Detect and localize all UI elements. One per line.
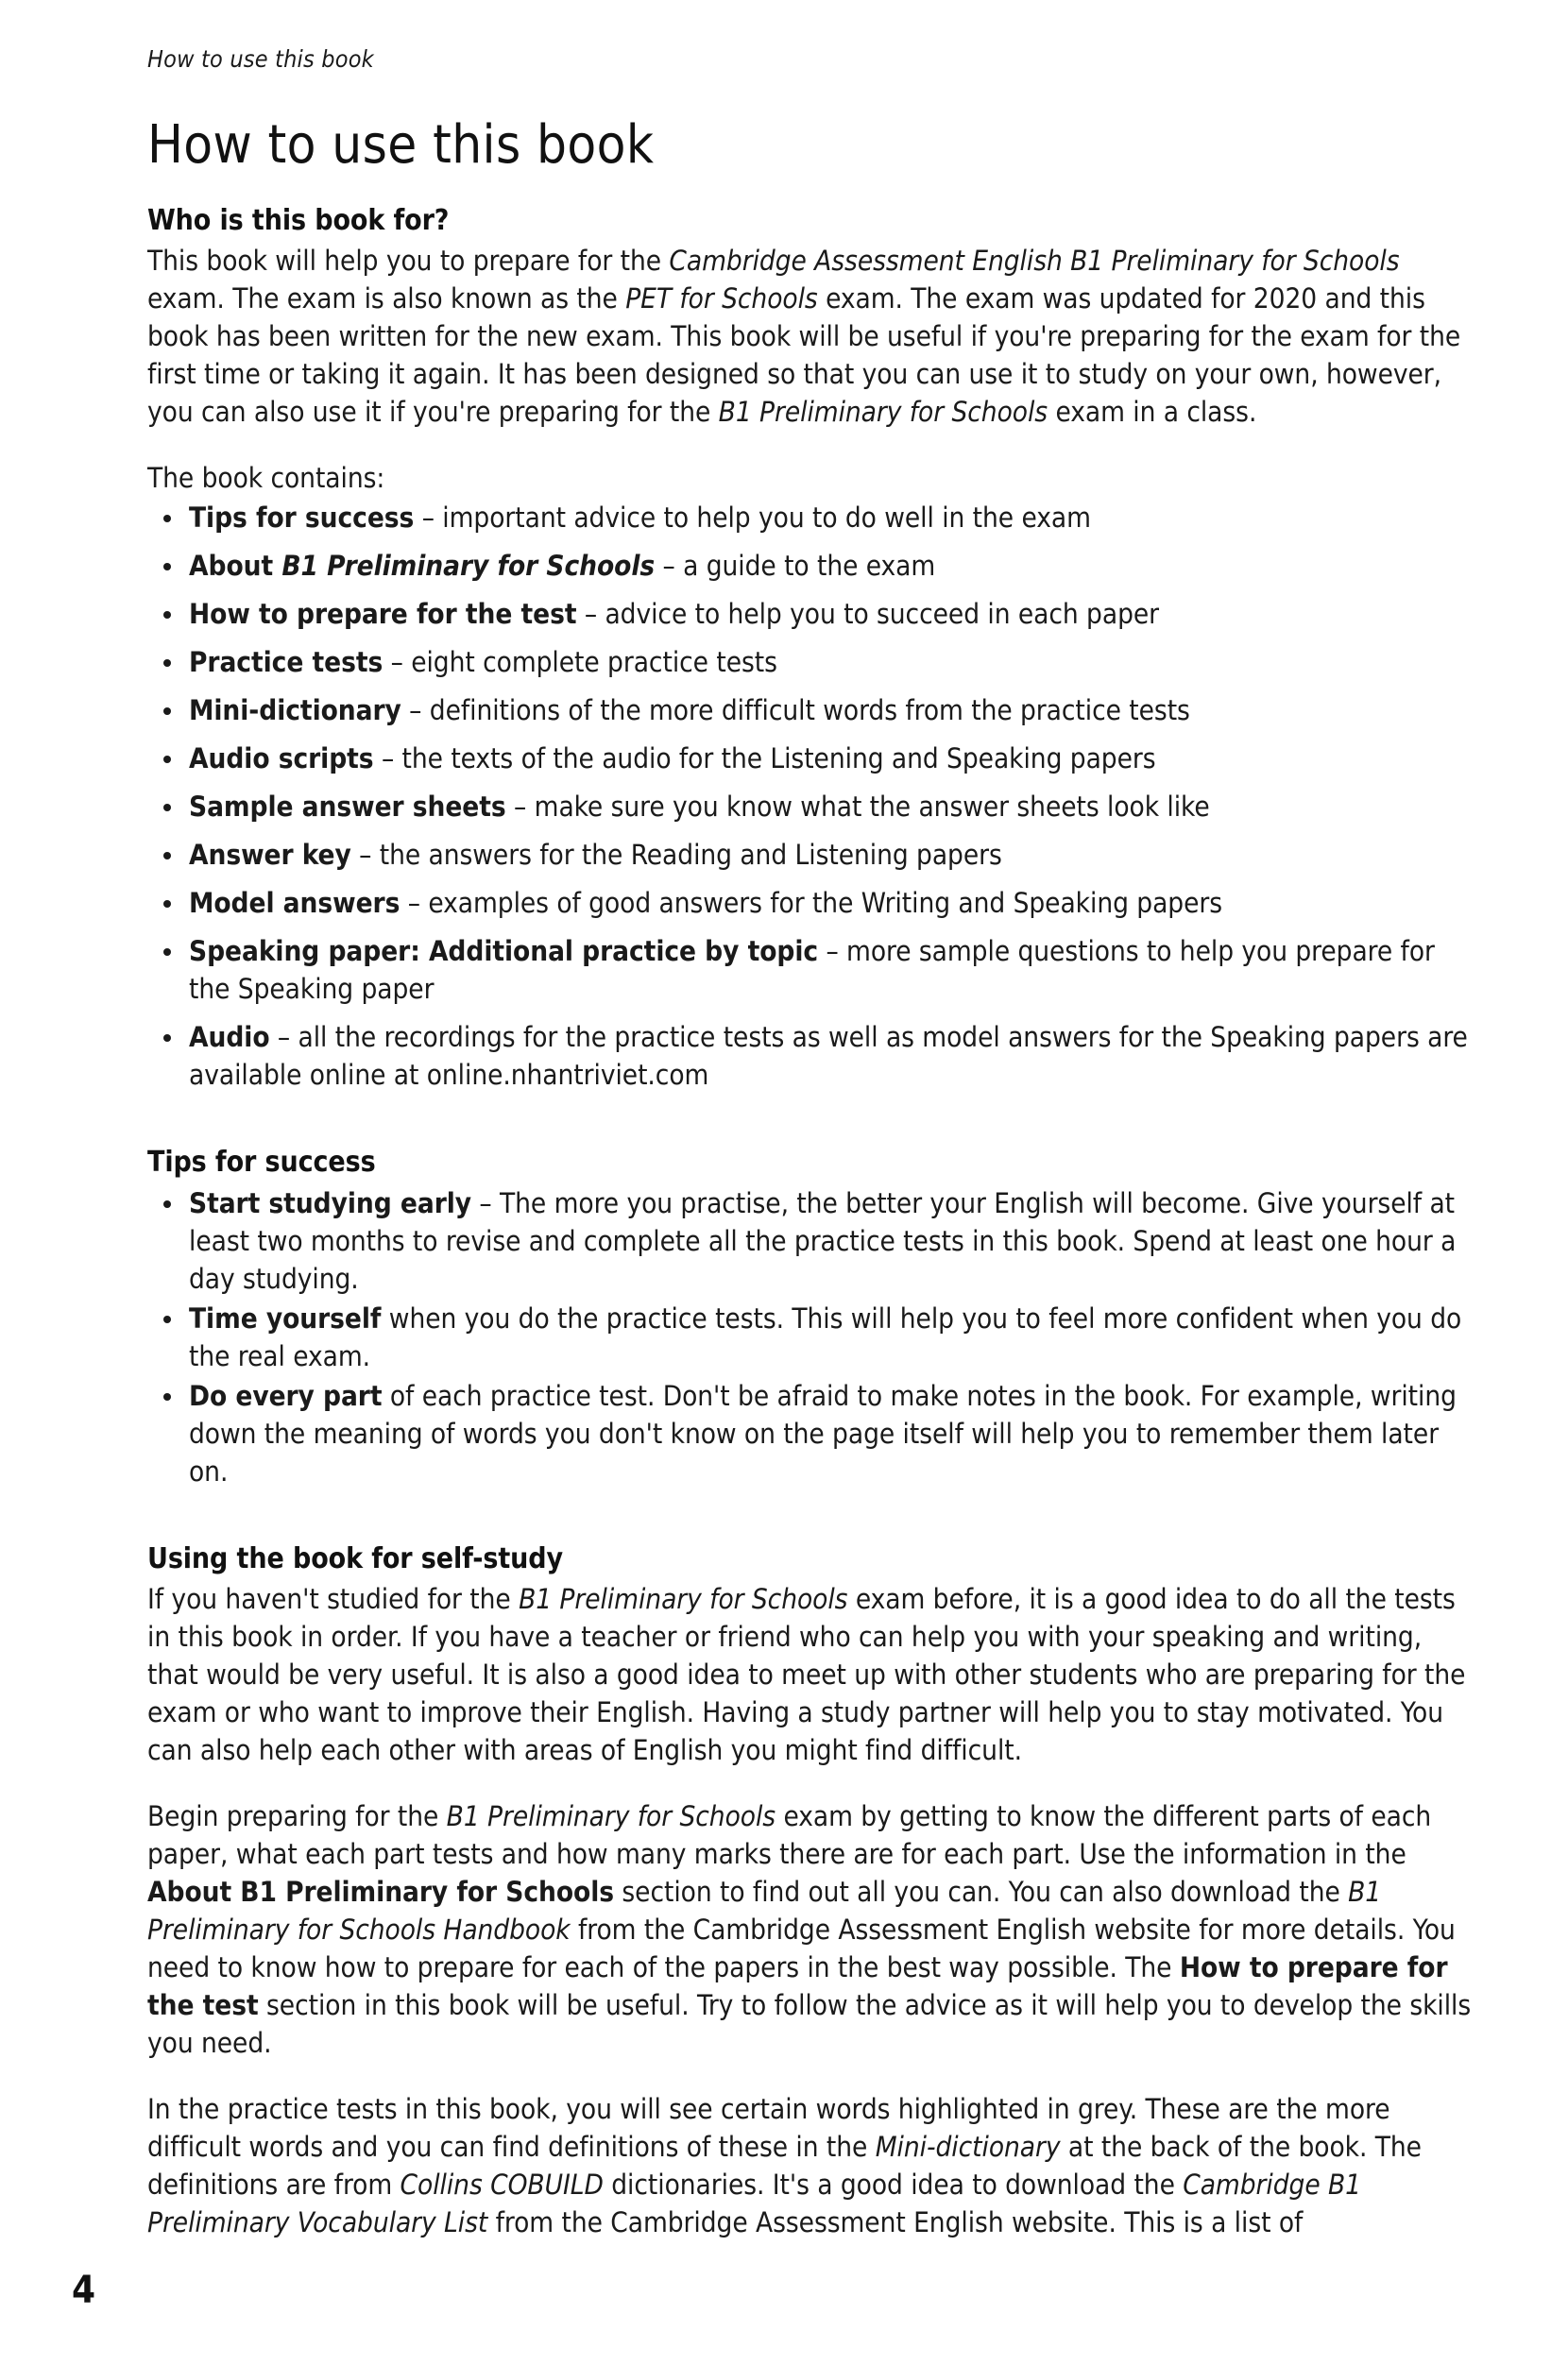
para3-run-2: at the back of the book. The definitions are from bbox=[147, 2131, 1422, 2202]
intro-emphasis-3: B1 Preliminary for Schools bbox=[718, 396, 1048, 429]
para1-run-1: If you haven't studied for the bbox=[147, 1583, 520, 1616]
list-item-label: Practice tests bbox=[189, 646, 383, 679]
para2-emphasis-2: B1 Preliminary for Schools Handbook bbox=[147, 1876, 1382, 1947]
list-item bbox=[147, 499, 1479, 536]
list-item-text: – advice to help you to succeed in each paper bbox=[576, 598, 1160, 631]
list-item-text: of each practice test. Don't be afraid to make notes in the book. For example, writing down the meaning of words you don't know on the page itself will help you to remember them later on. bbox=[189, 1379, 1457, 1488]
para3-run-1: In the practice tests in this book, you will see certain words highlighted in grey. These are the more difficult words and you can find definitions of these in the bbox=[147, 2093, 1390, 2164]
page-title: How to use this book bbox=[147, 114, 655, 176]
para3-emphasis-1: Mini-dictionary bbox=[875, 2131, 1061, 2164]
list-item-text: – make sure you know what the answer sheets look like bbox=[505, 791, 1210, 824]
list-item-label: Time yourself bbox=[189, 1302, 382, 1335]
list-item-label: Answer key bbox=[189, 839, 351, 872]
list-item-text: – the answers for the Reading and Listening papers bbox=[350, 839, 1002, 872]
list-item bbox=[147, 1184, 1479, 1298]
list-item bbox=[147, 1377, 1479, 1490]
list-item bbox=[147, 595, 1479, 633]
para2-run-5: section in this book will be useful. Try to follow the advice as it will help you to develop the skills you need. bbox=[147, 1989, 1472, 2060]
list-item-label: Mini-dictionary bbox=[189, 694, 401, 727]
list-item-label-italic: B1 Preliminary for Schools bbox=[281, 550, 656, 583]
list-item-text: – eight complete practice tests bbox=[383, 646, 777, 679]
para1-emphasis-1: B1 Preliminary for Schools bbox=[519, 1583, 848, 1616]
list-item-text: – examples of good answers for the Writing and Speaking papers bbox=[400, 887, 1223, 920]
list-item-label: Speaking paper: Additional practice by topic bbox=[189, 935, 819, 968]
list-item-text: – the texts of the audio for the Listening and Speaking papers bbox=[373, 742, 1156, 775]
list-item-label: Do every part bbox=[189, 1379, 383, 1412]
list-item bbox=[147, 836, 1479, 874]
para2-strong-1: About B1 Preliminary for Schools bbox=[147, 1876, 615, 1909]
list-item-text: – The more you practise, the better your English will become. Give yourself at least two months to revise and complete all the practice tests in this book. Spend at least one hour a day studying. bbox=[189, 1186, 1457, 1295]
intro-emphasis-1: Cambridge Assessment English B1 Preliminary for Schools bbox=[669, 245, 1400, 278]
para3-run-3: dictionaries. It's a good idea to download the bbox=[603, 2169, 1184, 2202]
para2-emphasis-1: B1 Preliminary for Schools bbox=[446, 1800, 776, 1833]
self-study-paragraph-3 bbox=[147, 2090, 1479, 2241]
list-item-label: How to prepare for the test bbox=[189, 598, 577, 631]
list-item bbox=[147, 788, 1479, 825]
intro-run-1: This book will help you to prepare for the bbox=[147, 245, 670, 278]
para2-run-1: Begin preparing for the bbox=[147, 1800, 447, 1833]
list-item-label: Audio scripts bbox=[189, 742, 374, 775]
list-item bbox=[147, 691, 1479, 729]
para2-run-3: section to find out all you can. You can also download the bbox=[614, 1876, 1349, 1909]
section-heading-tips-for-success: Tips for success bbox=[147, 1146, 376, 1180]
list-item-label: Audio bbox=[189, 1021, 270, 1054]
para3-emphasis-2: Collins COBUILD bbox=[400, 2169, 604, 2202]
para2-run-4: from the Cambridge Assessment English website for more details. You need to know how to prepare for each of the papers in the best way possible. The bbox=[147, 1914, 1456, 1984]
list-item-text: when you do the practice tests. This will help you to feel more confident when you do the real exam. bbox=[189, 1302, 1462, 1372]
list-item-label: Start studying early bbox=[189, 1186, 472, 1219]
list-item-text: – a guide to the exam bbox=[655, 550, 936, 583]
para1-run-2: exam before, it is a good idea to do all the tests in this book in order. If you have a teacher or friend who can help you with your speaking and writing, that would be very useful. It is also a good idea to meet up with other students who are preparing for the exam or who want to improve their English. Having a study partner will help you to stay motivated. You can also help each other with areas of English you might find difficult. bbox=[147, 1583, 1466, 1767]
list-item-text: – important advice to help you to do well in the exam bbox=[414, 502, 1091, 535]
page-content bbox=[147, 0, 1479, 2241]
para3-run-4: from the Cambridge Assessment English website. This is a list of bbox=[487, 2206, 1304, 2239]
self-study-paragraph-2 bbox=[147, 1797, 1479, 2062]
self-study-paragraph-1 bbox=[147, 1580, 1479, 1769]
intro-run-2: exam. The exam is also known as the bbox=[147, 282, 626, 315]
list-item bbox=[147, 643, 1479, 681]
list-item bbox=[147, 884, 1479, 922]
list-item bbox=[147, 932, 1479, 1008]
section-heading-using-the-book-for-self-study: Using the book for self-study bbox=[147, 1541, 563, 1575]
list-item-text: – all the recordings for the practice tests as well as model answers for the Speaking papers are available online at online.nhantriviet.com bbox=[189, 1021, 1468, 1092]
tips-for-success-list bbox=[147, 1184, 1479, 1490]
list-item-label: Sample answer sheets bbox=[189, 791, 506, 824]
para2-run-2: exam by getting to know the different parts of each paper, what each part tests and how many marks there are for each part. Use the information in the bbox=[147, 1800, 1432, 1871]
list-item-label: Tips for success bbox=[189, 502, 415, 535]
para2-strong-2: How to prepare for the test bbox=[147, 1951, 1448, 2022]
intro-paragraph bbox=[147, 242, 1479, 431]
list-item-text: – definitions of the more difficult words from the practice tests bbox=[401, 694, 1190, 727]
running-header: How to use this book bbox=[147, 45, 374, 73]
section-heading-who-is-this-book-for: Who is this book for? bbox=[147, 203, 450, 237]
intro-run-4: exam in a class. bbox=[1048, 396, 1257, 429]
para3-emphasis-3: Cambridge B1 Preliminary Vocabulary List bbox=[147, 2169, 1361, 2239]
list-item-text: – more sample questions to help you prepare for the Speaking paper bbox=[189, 935, 1435, 1006]
list-item-label: About bbox=[189, 550, 282, 583]
list-item-label: Model answers bbox=[189, 887, 401, 920]
page-number: 4 bbox=[72, 2269, 96, 2312]
list-item bbox=[147, 547, 1479, 585]
intro-emphasis-2: PET for Schools bbox=[625, 282, 818, 315]
list-item bbox=[147, 1300, 1479, 1375]
intro-run-3: exam. The exam was updated for 2020 and this book has been written for the new exam. This book will be useful if you're preparing for the exam for the first time or taking it again. It has been designed so that you can use it to study on your own, however, you can also use it if you're preparing for the bbox=[147, 282, 1461, 429]
list-item bbox=[147, 740, 1479, 777]
list-item bbox=[147, 1018, 1479, 1094]
book-contents-list bbox=[147, 499, 1479, 1094]
book-contains-lead: The book contains: bbox=[147, 462, 385, 495]
